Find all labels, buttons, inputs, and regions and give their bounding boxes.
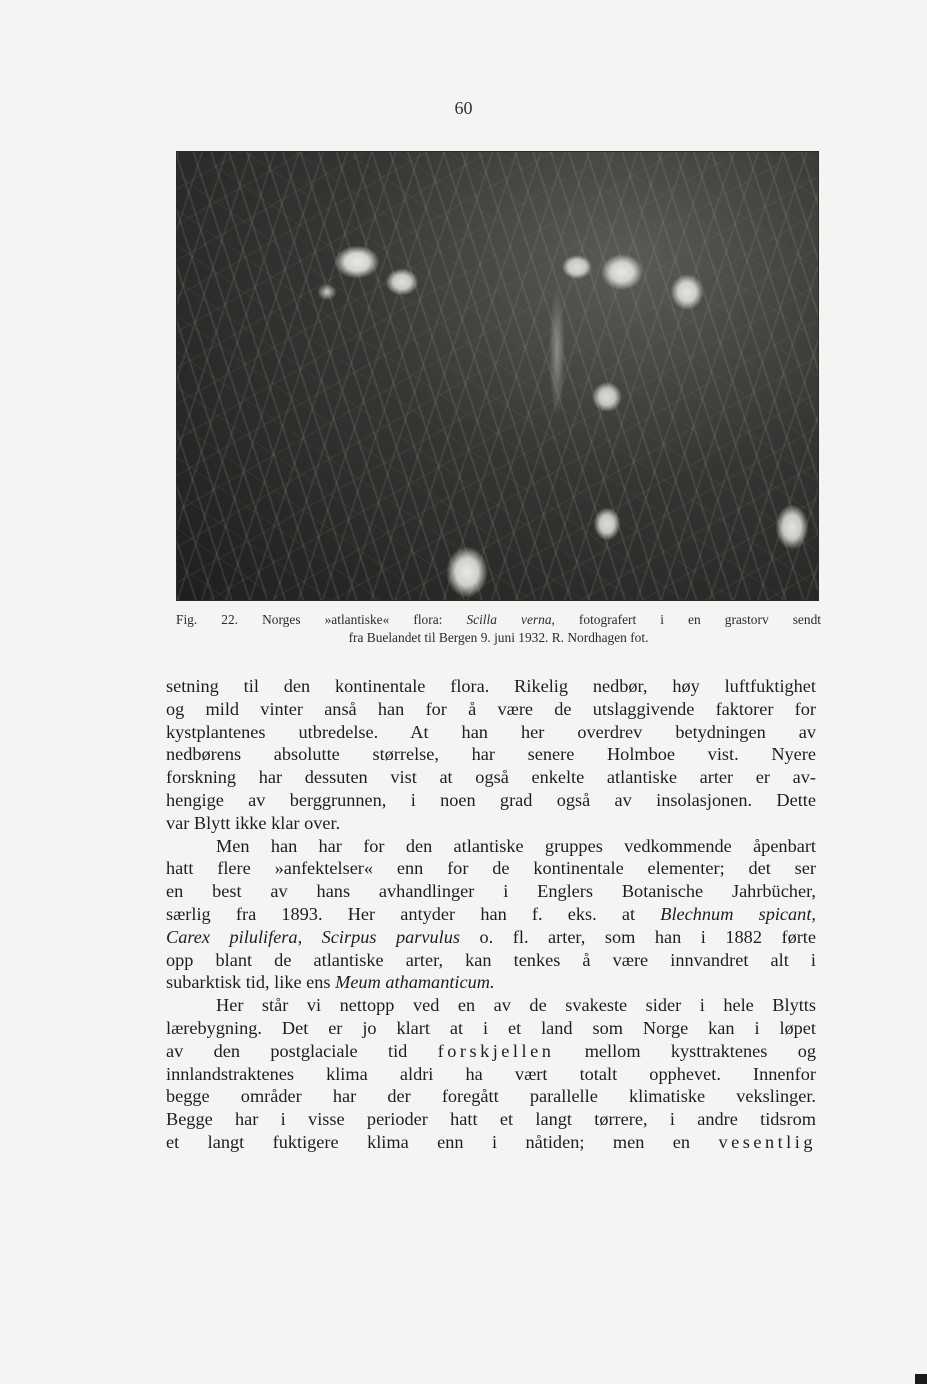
caption-text: , fotografert i en grastorv sendt xyxy=(551,612,821,627)
species-name: Meum athamanticum. xyxy=(335,972,495,993)
text-segment: mellom kysttraktenes og xyxy=(554,1040,816,1061)
text-segment: subarktisk tid, like ens xyxy=(166,972,336,993)
text-line: kystplantenes utbredelse. At han her overdrev betydningen av xyxy=(166,721,816,742)
text-segment: av den postglaciale tid xyxy=(166,1040,438,1061)
emphasized-word: vesentlig xyxy=(718,1131,816,1152)
text-line: setning til den kontinentale flora. Rikelig nedbør, høy luftfuktighet xyxy=(166,676,816,696)
text-segment: et langt fuktigere klima enn i nåtiden; men en xyxy=(166,1131,719,1152)
text-line xyxy=(166,1131,816,1154)
body-text xyxy=(166,675,816,1154)
emphasized-word: forskjellen xyxy=(437,1040,555,1061)
text-line xyxy=(166,926,816,949)
text-line: Her står vi nettopp ved en av de svakeste sider i hele Blytts xyxy=(216,995,816,1016)
text-line: hengige av berggrunnen, i noen grad også av insolasjonen. Dette xyxy=(166,789,816,810)
species-name: Blechnum spicant, xyxy=(660,903,816,924)
text-line: nedbørens absolutte størrelse, har senere Holmboe vist. Nyere xyxy=(166,744,816,765)
caption-line-2: fra Buelandet til Bergen 9. juni 1932. R. Nordhagen fot. xyxy=(348,630,649,645)
page-number: 60 xyxy=(454,98,473,118)
text-line: opp blant de atlantiske arter, kan tenkes å være innvandret alt i xyxy=(166,949,816,970)
text-line xyxy=(166,1040,816,1063)
text-line xyxy=(166,903,816,926)
text-line: forskning har dessuten vist at også enkelte atlantiske arter er av- xyxy=(166,767,816,788)
species-name: Carex pilulifera, Scirpus parvulus xyxy=(166,926,461,947)
text-line: lærebygning. Det er jo klart at i et land som Norge kan i løpet xyxy=(166,1017,816,1038)
text-line: Begge har i visse perioder hatt et langt tørrere, i andre tidsrom xyxy=(166,1109,816,1130)
figure-caption xyxy=(176,611,821,647)
text-line: en best av hans avhandlinger i Englers Botanische Jahrbücher, xyxy=(166,881,816,902)
text-line: Men han har for den atlantiske gruppes vedkommende åpenbart xyxy=(216,835,816,856)
scan-corner-mark xyxy=(915,1374,927,1384)
text-line xyxy=(166,971,816,994)
text-line: hatt flere »anfektelser« enn for de kontinentale elementer; det ser xyxy=(166,858,816,879)
caption-species-name: Scilla verna xyxy=(466,612,552,627)
text-line: og mild vinter anså han for å være de utslaggivende faktorer for xyxy=(166,698,816,719)
figure-photo-scilla-verna xyxy=(176,151,819,601)
caption-line-1 xyxy=(176,611,821,629)
text-line: innlandstraktenes klima aldri ha vært totalt opphevet. Innenfor xyxy=(166,1063,816,1084)
text-segment: særlig fra 1893. Her antyder han f. eks. at xyxy=(166,903,661,924)
text-segment: o. fl. arter, som han i 1882 førte xyxy=(460,926,816,947)
text-line: var Blytt ikke klar over. xyxy=(166,812,341,833)
caption-text: Fig. 22. Norges »atlantiske« flora: xyxy=(176,612,467,627)
text-line: begge områder har der foregått parallelle klimatiske vekslinger. xyxy=(166,1086,816,1107)
